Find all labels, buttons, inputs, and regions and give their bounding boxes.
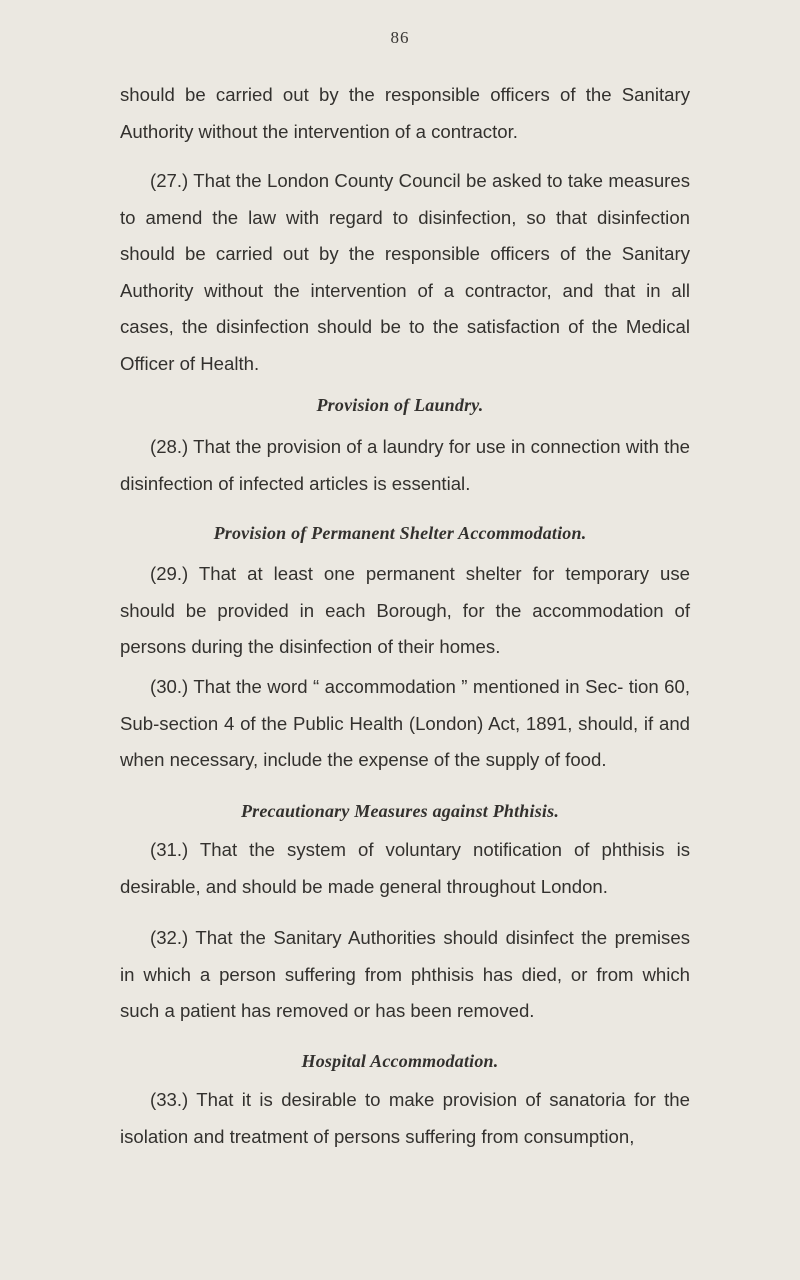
paragraph-30: (30.) That the word “ accommodation ” mentioned in Sec- tion 60, Sub-section 4 of the Public Health (London) Act, 1891, should, if and when necessary, include the expense of the supply of food. bbox=[120, 676, 690, 771]
heading-precautionary-measures: Precautionary Measures against Phthisis. bbox=[240, 801, 560, 821]
heading-permanent-shelter: Provision of Permanent Shelter Accommodation. bbox=[213, 523, 587, 543]
paragraph-28: (28.) That the provision of a laundry for use in connection with the disinfection of infected articles is essential. bbox=[120, 436, 690, 494]
paragraph-27: (27.) That the London County Council be asked to take measures to amend the law with regard to disinfection, so that disinfection should be carried out by the responsible officers of the Sanitary Authority without the intervention of a contractor, and that in all cases, the disinfection should be to the satisfaction of the Medical Officer of Health. bbox=[120, 170, 690, 374]
paragraph-29: (29.) That at least one permanent shelter for temporary use should be provided in each Borough, for the accommodation of persons during the disinfection of their homes. bbox=[120, 563, 690, 658]
heading-provision-of-laundry: Provision of Laundry. bbox=[316, 395, 484, 415]
paragraph-33: (33.) That it is desirable to make provision of sanatoria for the isolation and treatment of persons suffering from consumption, bbox=[120, 1089, 690, 1147]
heading-hospital-accommodation: Hospital Accommodation. bbox=[301, 1051, 499, 1071]
paragraph-32: (32.) That the Sanitary Authorities should disinfect the premises in which a person suffering from phthisis has died, or from which such a patient has removed or has been removed. bbox=[120, 927, 690, 1022]
paragraph-31: (31.) That the system of voluntary notification of phthisis is desirable, and should be made general throughout London. bbox=[120, 839, 690, 897]
page-number: 86 bbox=[390, 28, 410, 47]
paragraph-continuation: should be carried out by the responsible officers of the Sanitary Authority without the intervention of a contractor. bbox=[120, 84, 690, 142]
